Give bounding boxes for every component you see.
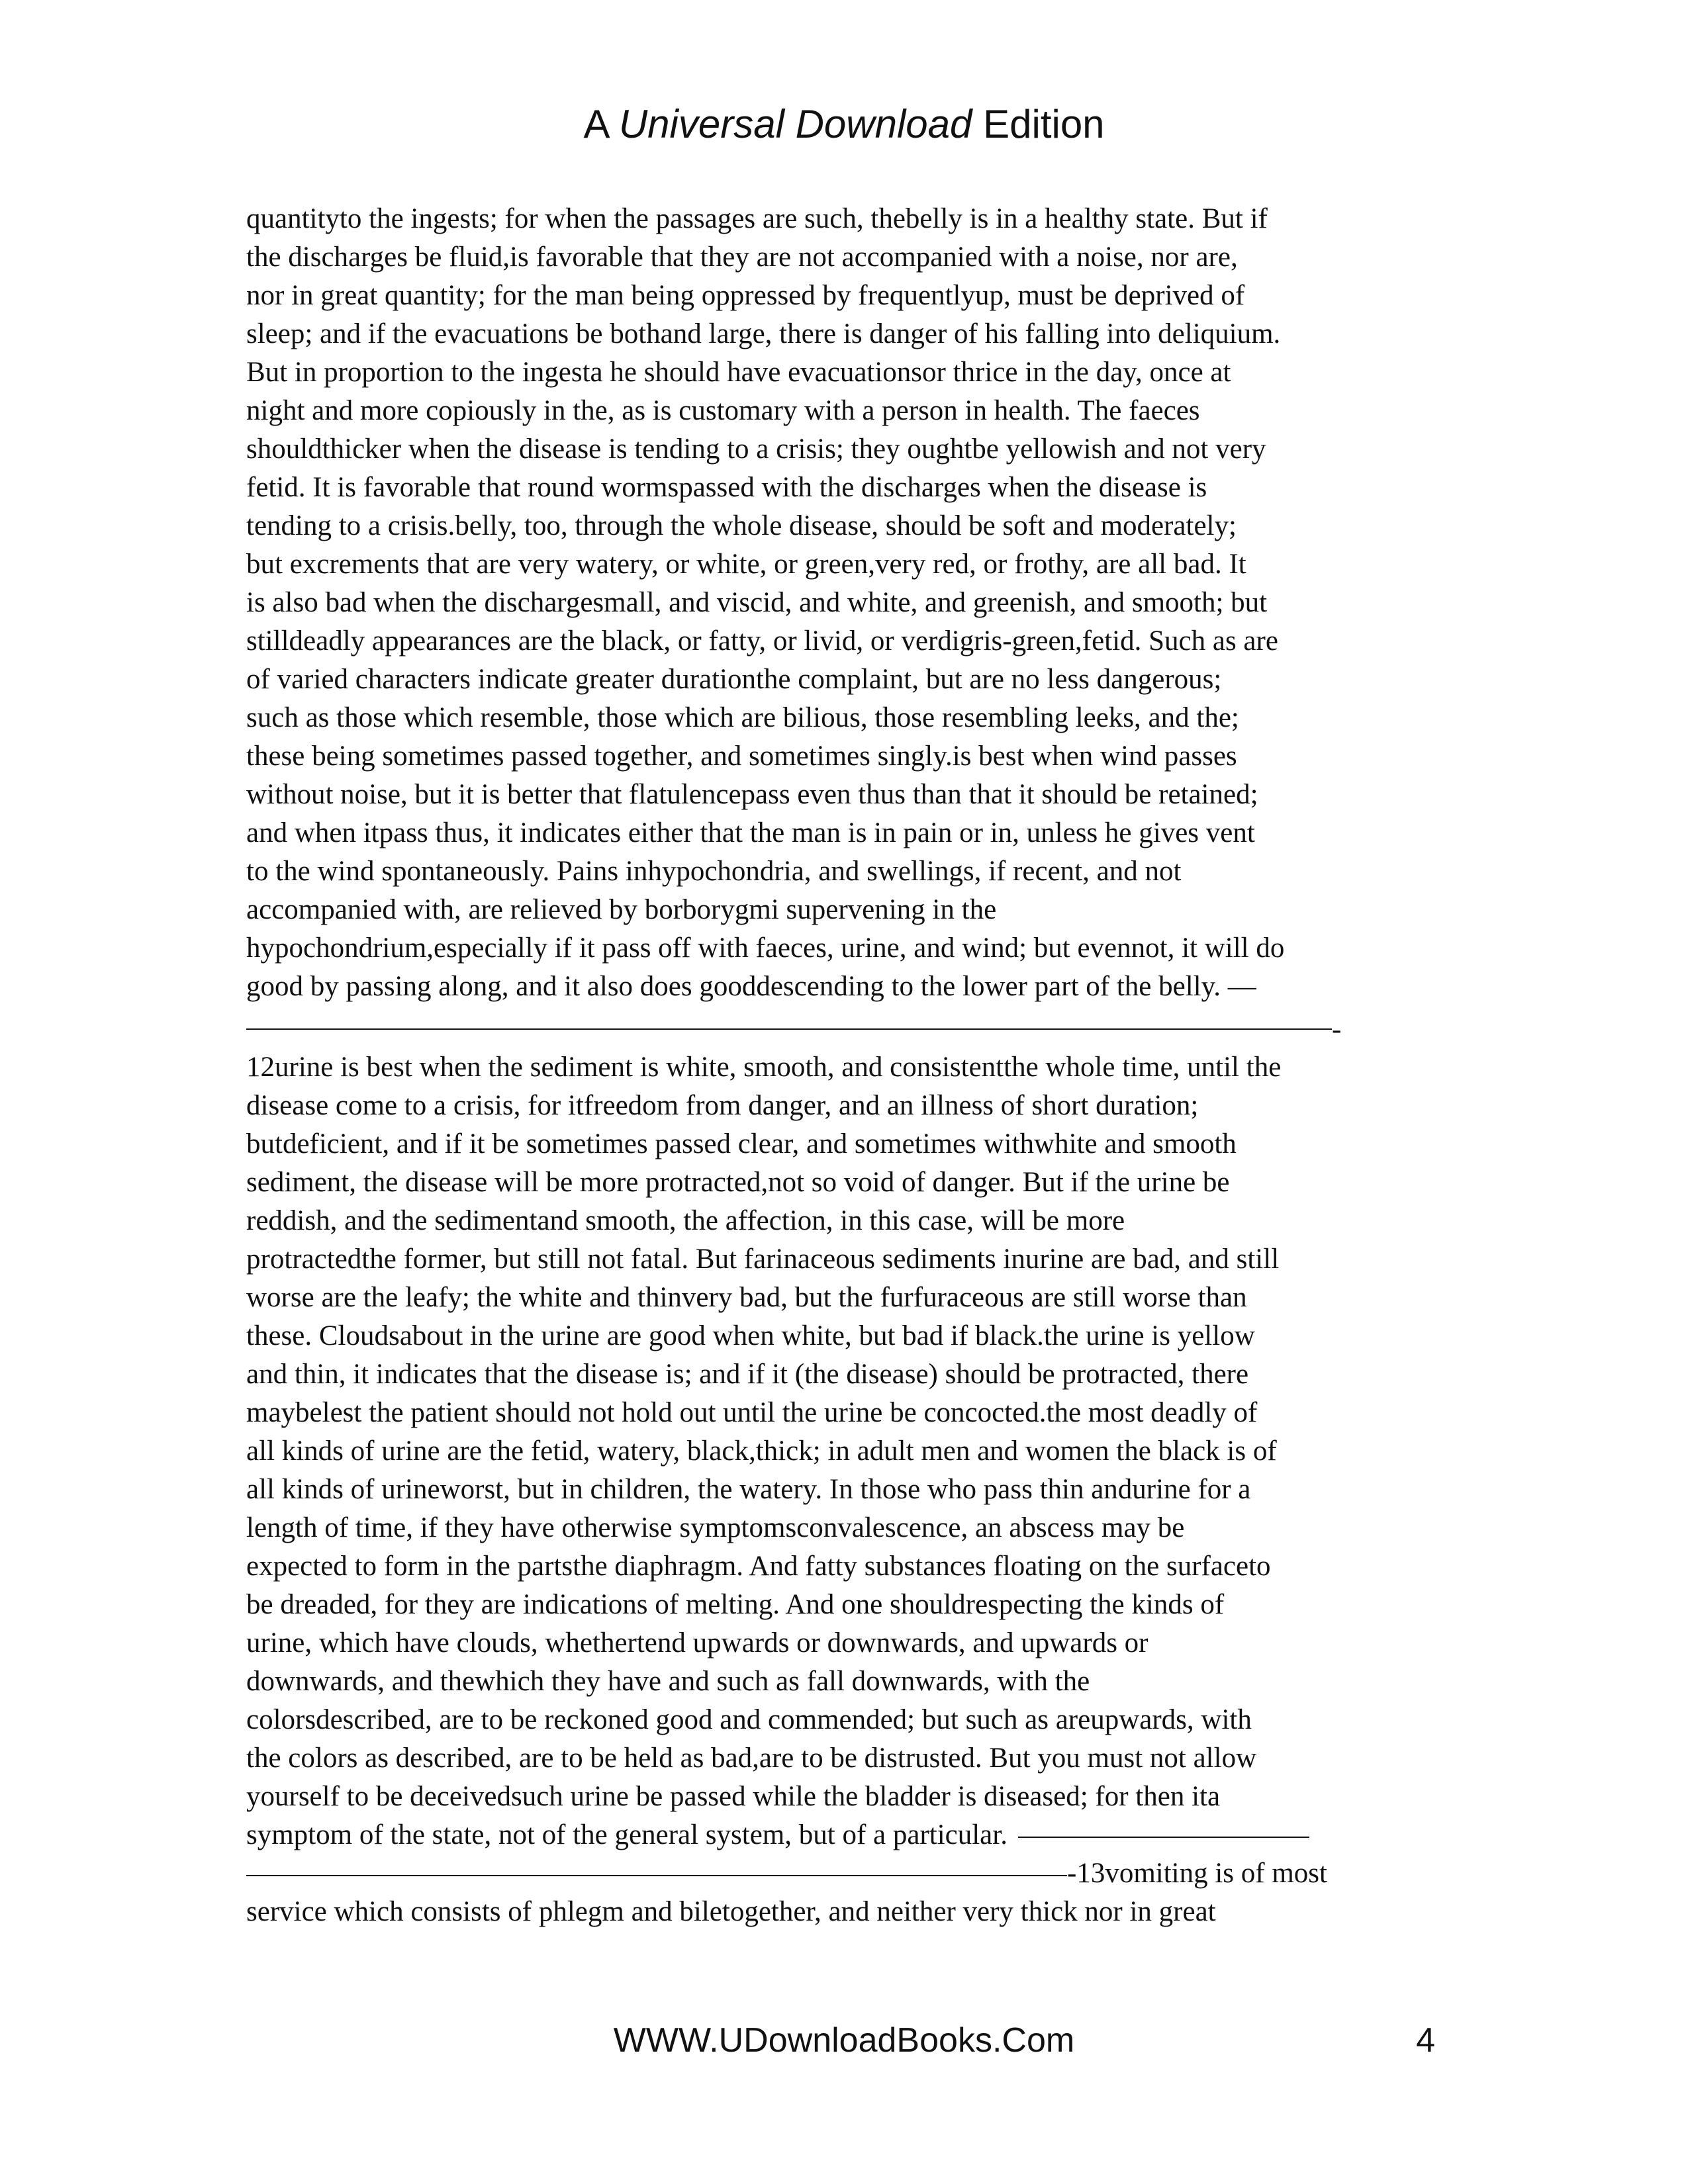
text-line: tending to a crisis.belly, too, through the whole disease, should be soft and moderately; — [246, 510, 1237, 541]
text-line: without noise, but it is better that flatulencepass even thus than that it should be retained; — [246, 779, 1258, 810]
text-line: reddish, and the sedimentand smooth, the affection, in this case, will be more — [246, 1205, 1125, 1236]
text-line: the discharges be fluid,is favorable that they are not accompanied with a noise, nor are, — [246, 242, 1238, 273]
header-italic-title: Universal Download — [618, 102, 972, 146]
text-line: and when itpass thus, it indicates either that the man is in pain or in, unless he gives vent — [246, 817, 1255, 848]
text-line: the colors as described, are to be held as bad,are to be distrusted. But you must not allow — [246, 1743, 1257, 1774]
text-line: such as those which resemble, those which are bilious, those resembling leeks, and the; — [246, 702, 1239, 733]
text-line: stilldeadly appearances are the black, or fatty, or livid, or verdigris-green,fetid. Such as are — [246, 625, 1278, 657]
text-line: these. Cloudsabout in the urine are good when white, but bad if black.the urine is yellow — [246, 1320, 1255, 1351]
section-divider-rule — [246, 1028, 1332, 1030]
rule-then-text-line — [246, 1854, 1427, 1893]
text-line: But in proportion to the ingesta he should have evacuationsor thrice in the day, once at — [246, 357, 1231, 388]
text-line: hypochondrium,especially if it pass off with faeces, urine, and wind; but evennot, it will do — [246, 933, 1285, 964]
text-line: 12urine is best when the sediment is white, smooth, and consistentthe whole time, until the — [246, 1052, 1282, 1083]
text-line: of varied characters indicate greater durationthe complaint, but are no less dangerous; — [246, 664, 1222, 695]
text-line: worse are the leafy; the white and thinvery bad, but the furfuraceous are still worse than — [246, 1282, 1247, 1313]
text-line: to the wind spontaneously. Pains inhypochondria, and swellings, if recent, and not — [246, 856, 1182, 887]
text-line: night and more copiously in the, as is customary with a person in health. The faeces — [246, 395, 1200, 426]
text-line: and thin, it indicates that the disease is; and if it (the disease) should be protracted, there — [246, 1359, 1249, 1390]
text-line: these being sometimes passed together, and sometimes singly.is best when wind passes — [246, 741, 1237, 772]
text-line: nor in great quantity; for the man being oppressed by frequentlyup, must be deprived of — [246, 280, 1245, 311]
text-line: sleep; and if the evacuations be bothand large, there is danger of his falling into deliquium. — [246, 318, 1281, 349]
text-line-content: -13vomiting is of most — [1067, 1858, 1327, 1889]
text-line: maybelest the patient should not hold out until the urine be concocted.the most deadly of — [246, 1397, 1258, 1428]
text-line: accompanied with, are relieved by borborygmi supervening in the — [246, 894, 997, 925]
text-line: quantityto the ingests; for when the passages are such, thebelly is in a healthy state. But if — [246, 203, 1268, 234]
text-block-lower — [246, 1048, 1427, 1931]
text-line: all kinds of urineworst, but in children, the watery. In those who pass thin andurine for a — [246, 1474, 1251, 1505]
text-line-with-rule — [246, 1816, 1427, 1854]
page-number: 4 — [1416, 2021, 1435, 2060]
text-line-content: symptom of the state, not of the general system, but of a particular. — [246, 1819, 1008, 1850]
text-line: service which consists of phlegm and biletogether, and neither very thick nor in great — [246, 1896, 1216, 1927]
header-prefix: A — [583, 102, 608, 146]
text-line: protractedthe former, but still not fatal. But farinaceous sediments inurine are bad, and still — [246, 1244, 1280, 1275]
text-line: expected to form in the partsthe diaphragm. And fatty substances floating on the surfaceto — [246, 1551, 1271, 1582]
text-line: butdeficient, and if it be sometimes passed clear, and sometimes withwhite and smooth — [246, 1128, 1237, 1160]
leading-divider-rule — [246, 1875, 1067, 1876]
text-line: good by passing along, and it also does gooddescending to the lower part of the belly. — — [246, 971, 1256, 1002]
text-line: is also bad when the dischargesmall, and viscid, and white, and greenish, and smooth; but — [246, 587, 1268, 618]
text-line: colorsdescribed, are to be reckoned good and commended; but such as areupwards, with — [246, 1704, 1252, 1735]
text-line: all kinds of urine are the fetid, watery, black,thick; in adult men and women the black is of — [246, 1435, 1277, 1467]
text-line: but excrements that are very watery, or white, or green,very red, or frothy, are all bad. It — [246, 549, 1246, 580]
text-line: sediment, the disease will be more protracted,not so void of danger. But if the urine be — [246, 1167, 1230, 1198]
page-header — [0, 98, 1688, 151]
header-suffix: Edition — [983, 102, 1105, 146]
section-divider-end: - — [1332, 1014, 1342, 1045]
text-line: fetid. It is favorable that round wormspassed with the discharges when the disease is — [246, 472, 1207, 503]
text-line: be dreaded, for they are indications of melting. And one shouldrespecting the kinds of — [246, 1589, 1225, 1620]
text-block-upper — [246, 200, 1427, 1006]
inline-divider-rule — [1018, 1837, 1309, 1838]
text-line: shouldthicker when the disease is tending to a crisis; they oughtbe yellowish and not very — [246, 433, 1266, 465]
text-line: downwards, and thewhich they have and such as fall downwards, with the — [246, 1666, 1090, 1697]
text-line: yourself to be deceivedsuch urine be passed while the bladder is diseased; for then ita — [246, 1781, 1221, 1812]
text-line: length of time, if they have otherwise symptomsconvalescence, an abscess may be — [246, 1512, 1185, 1543]
text-line: disease come to a crisis, for itfreedom from danger, and an illness of short duration; — [246, 1090, 1199, 1121]
text-line: urine, which have clouds, whethertend upwards or downwards, and upwards or — [246, 1627, 1149, 1659]
footer-url: WWW.UDownloadBooks.Com — [613, 2021, 1075, 2060]
